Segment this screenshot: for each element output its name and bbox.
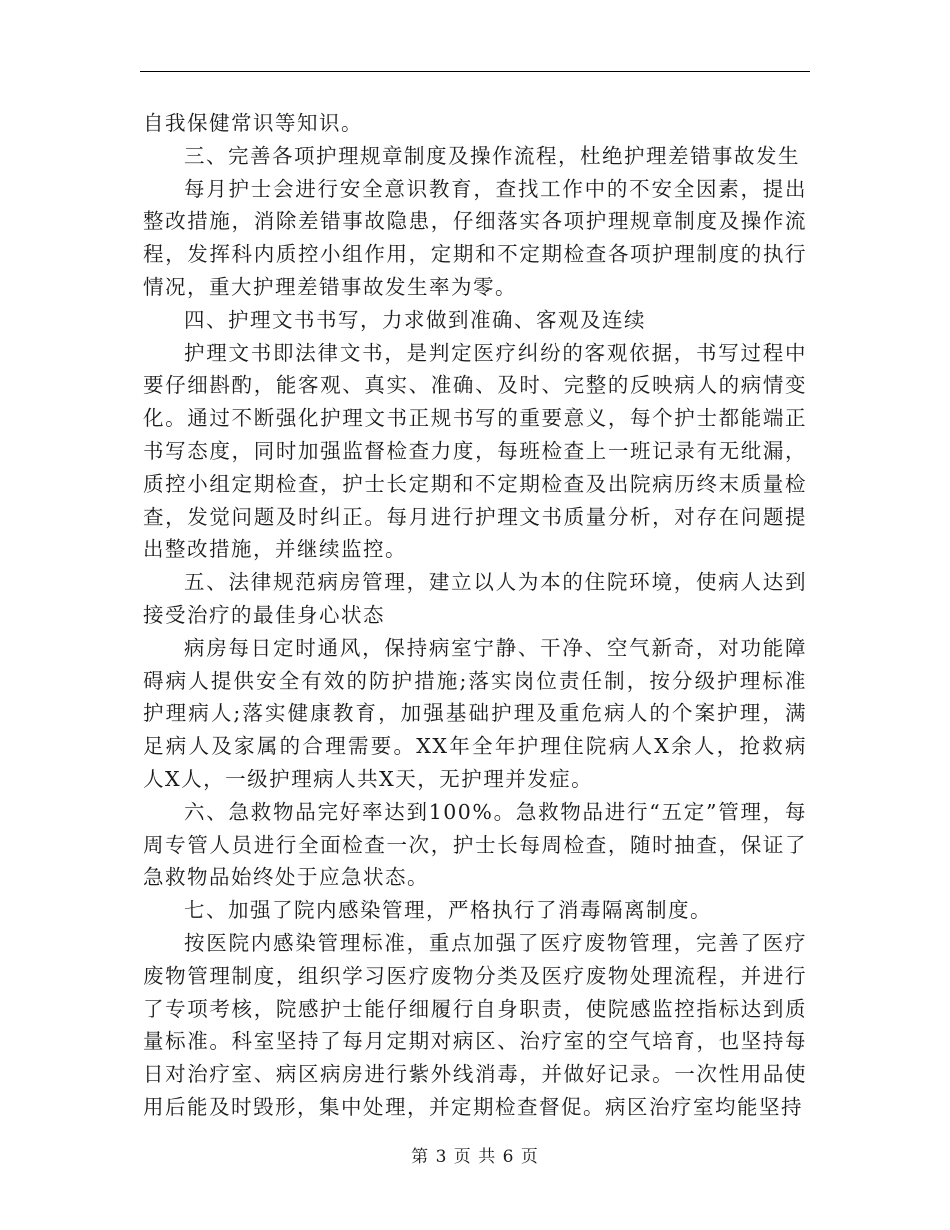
header-rule <box>140 71 810 72</box>
paragraph: 自我保健常识等知识。 <box>143 111 363 135</box>
paragraph: 按医院内感染管理标准，重点加强了医疗废物管理，完善了医疗废物管理制度，组织学习医疗废物分类及医疗废物处理流程，并进行了专项考核，院感护士能仔细履行自身职责，使院感监控指标达到质量标准。科室坚持了每月定期对病区、治疗室的空气培育，也坚持每日对治疗室、病区病房进行紫外线消毒，并做好记录。一次性用品使用后能及时毁形，集中处理，并定期检查督促。病区治疗室均能坚持 <box>143 930 807 1119</box>
document-body <box>143 107 807 1124</box>
section-heading: 七、加强了院内感染管理，严格执行了消毒隔离制度。 <box>184 898 712 923</box>
paragraph: 病房每日定时通风，保持病室宁静、干净、空气新奇，对功能障碍病人提供安全有效的防护措施;落实岗位责任制，按分级护理标准护理病人;落实健康教育，加强基础护理及重危病人的个案护理，满足病人及家属的合理需要。XX年全年护理住院病人X余人，抢救病人X人，一级护理病人共X天，无护理并发症。 <box>143 635 807 791</box>
section-heading: 五、法律规范病房管理，建立以人为本的住院环境，使病人达到接受治疗的最佳身心状态 <box>143 570 807 627</box>
page-number-footer: 第 3 页 共 6 页 <box>411 1147 539 1167</box>
paragraph: 每月护士会进行安全意识教育，查找工作中的不安全因素，提出整改措施，消除差错事故隐患，仔细落实各项护理规章制度及操作流程，发挥科内质控小组作用，定期和不定期检查各项护理制度的执行情况，重大护理差错事故发生率为零。 <box>143 176 807 299</box>
paragraph: 六、急救物品完好率达到100%。急救物品进行“五定”管理，每周专管人员进行全面检查一次，护士长每周检查，随时抽查，保证了急救物品始终处于应急状态。 <box>143 799 807 890</box>
section-heading: 三、完善各项护理规章制度及操作流程，杜绝护理差错事故发生 <box>184 143 800 168</box>
paragraph: 护理文书即法律文书，是判定医疗纠纷的客观依据，书写过程中要仔细斟酌，能客观、真实、准确、及时、完整的反映病人的病情变化。通过不断强化护理文书正规书写的重要意义，每个护士都能端正书写态度，同时加强监督检查力度，每班检查上一班记录有无纰漏，质控小组定期检查，护士长定期和不定期检查及出院病历终末质量检查，发觉问题及时纠正。每月进行护理文书质量分析，对存在问题提出整改措施，并继续监控。 <box>143 340 807 562</box>
section-heading: 四、护理文书书写，力求做到准确、客观及连续 <box>184 307 646 332</box>
